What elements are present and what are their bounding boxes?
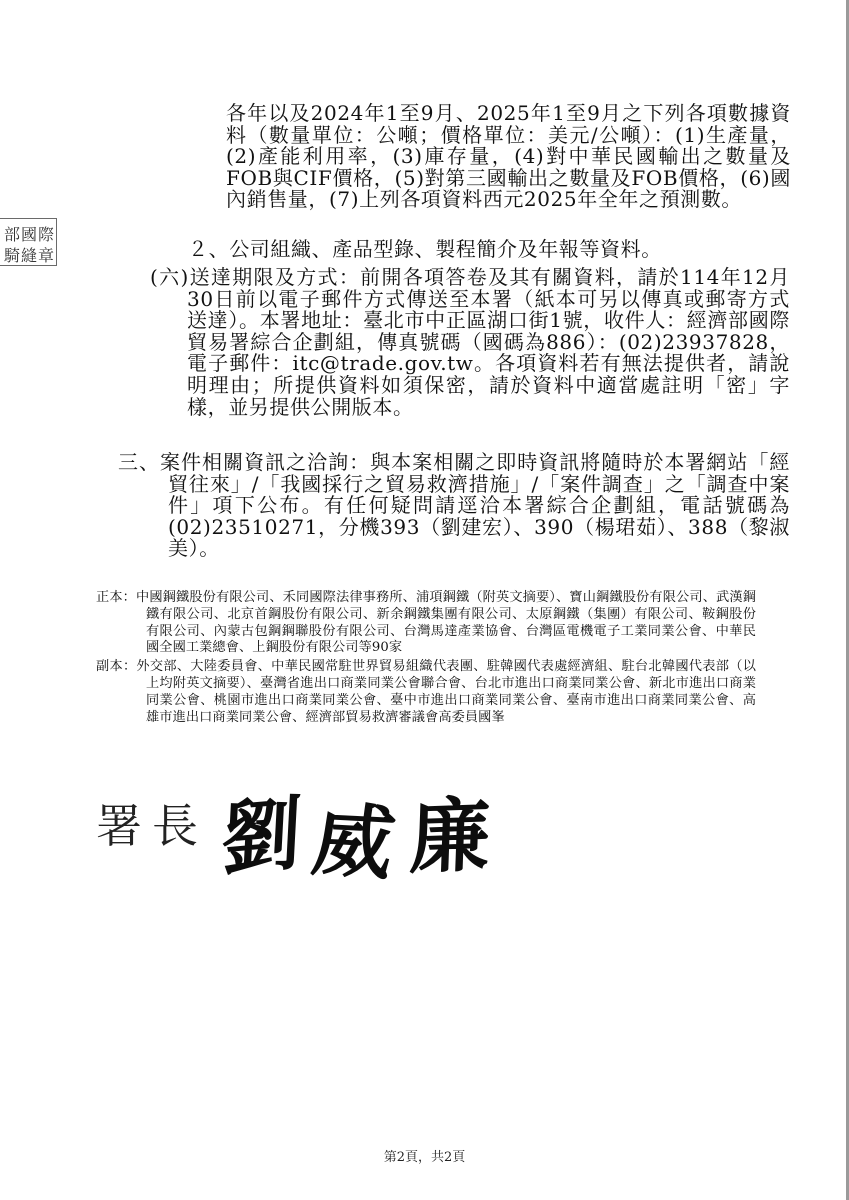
- director-general-title: 署長: [96, 799, 208, 853]
- copy-recipients: 副本：外交部、大陸委員會、中華民國常駐世界貿易組織代表團、駐韓國代表處經濟組、駐台北韓國代表部（以上均附英文摘要）、臺灣省進出口商業同業公會聯合會、台北市進出口商業同業公會、新北市進出口商業同業公會、桃園市進出口商業同業公會、臺中市進出口商業同業公會、臺南市進出口商業同業公會、高雄市進出口商業同業公會、經濟部貿易救濟審議會高委員國峯: [96, 659, 756, 725]
- section-3-inquiries: 三、案件相關資訊之洽詢：與本案相關之即時資訊將隨時於本署網站「經貿往來」/「我國採行之貿易救濟措施」/「案件調查」之「調查中案件」項下公布。有任何疑問請逕洽本署綜合企劃組，電話號碼為(02)23510271，分機393（劉建宏）、390（楊珺茹）、388（黎淑美）。: [118, 450, 790, 561]
- item-2-company-materials: ２、公司組織、產品型錄、製程簡介及年報等資料。: [188, 237, 662, 261]
- seam-stamp-line-2: 騎縫章: [4, 246, 56, 265]
- recipient-list: [96, 590, 756, 728]
- seam-stamp-line-1: 部國際: [4, 225, 56, 244]
- seam-stamp: [0, 218, 57, 266]
- item-6-delivery-deadline: (六)送達期限及方式：前開各項答卷及其有關資料，請於114年12月30日前以電子郵件方式傳送至本署（紙本可另以傳真或郵寄方式送達）。本署地址：臺北市中正區湖口街1號，收件人：經濟部國際貿易署綜合企劃組，傳真號碼（國碼為886）：(02)23937828，電子郵件：itc@trade.gov.tw。各項資料若有無法提供者，請說明理由；所提供資料如須保密，請於資料中適當處註明「密」字樣，並另提供公開版本。: [150, 265, 790, 419]
- signature: [219, 772, 504, 891]
- signature-char-1: 劉: [219, 786, 304, 887]
- original-recipients: 正本：中國鋼鐵股份有限公司、禾同國際法律事務所、浦項鋼鐵（附英文摘要）、寶山鋼鐵股份有限公司、武漢鋼鐵有限公司、北京首鋼股份有限公司、新余鋼鐵集團有限公司、太原鋼鐵（集團）有限公司、鞍鋼股份有限公司、內蒙古包鋼鋼聯股份有限公司、台灣馬達產業協會、台灣區電機電子工業同業公會、中華民國全國工業總會、上鋼股份有限公司等90家: [96, 590, 756, 656]
- signature-char-2: 威: [306, 794, 402, 891]
- signature-char-3: 廉: [408, 788, 492, 885]
- data-items-continuation: 各年以及2024年1至9月、2025年1至9月之下列各項數據資料（數量單位：公噸；價格單位：美元/公噸）：(1)生產量，(2)產能利用率，(3)庫存量，(4)對中華民國輸出之數量及FOB與CIF價格，(5)對第三國輸出之數量及FOB價格，(6)國內銷售量，(7)上列各項資料西元2025年全年之預測數。: [226, 101, 791, 212]
- page-number: 第2頁，共2頁: [383, 1150, 466, 1165]
